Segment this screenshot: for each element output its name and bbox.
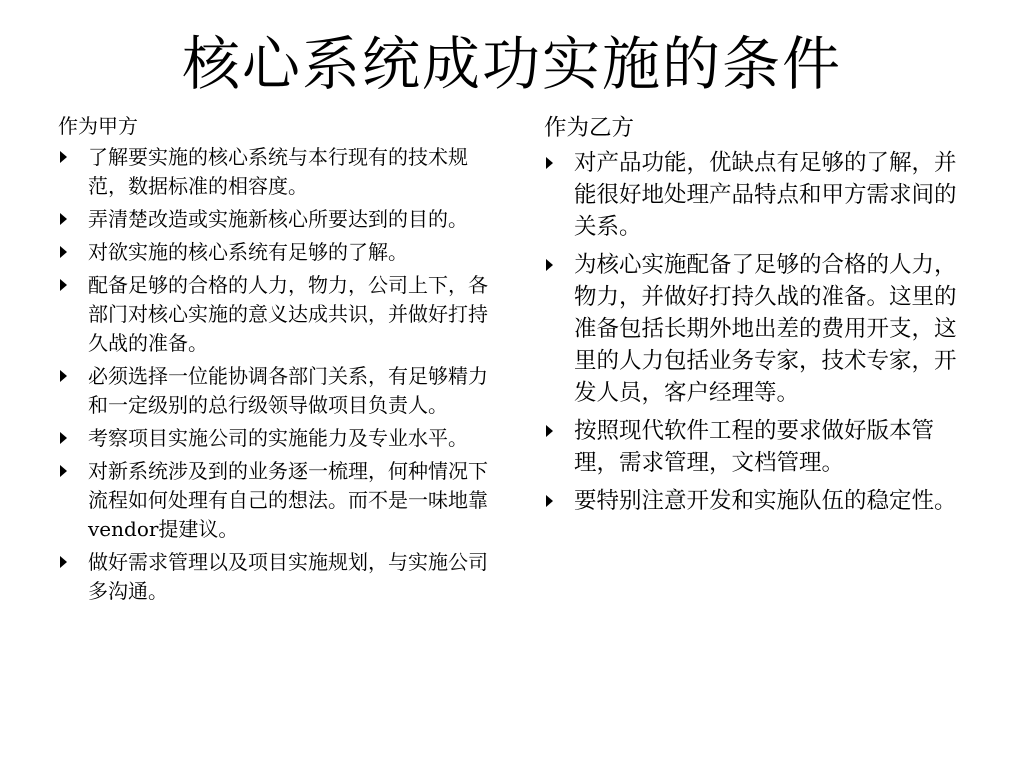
party-b-column [544, 112, 960, 523]
party-b-heading: 作为乙方 [544, 115, 635, 141]
list-item [58, 271, 490, 358]
list-item [58, 548, 490, 606]
list-item [544, 147, 960, 243]
list-item [58, 143, 490, 201]
list-item-text: 做好需求管理以及项目实施规划，与实施公司多沟通。 [88, 550, 488, 603]
triangle-right-icon [60, 246, 67, 258]
party-a-column [58, 112, 490, 610]
party-a-heading: 作为甲方 [58, 114, 138, 138]
triangle-right-icon [60, 370, 67, 382]
triangle-right-icon [60, 432, 67, 444]
list-item [544, 415, 960, 479]
list-item-text: 弄清楚改造或实施新核心所要达到的目的。 [88, 207, 468, 231]
list-item [58, 457, 490, 544]
list-item [544, 485, 960, 517]
list-item-text: 配备足够的合格的人力，物力，公司上下，各部门对核心实施的意义达成共识，并做好打持久战的准备。 [88, 273, 488, 355]
list-item [58, 362, 490, 420]
triangle-right-icon [546, 259, 553, 271]
list-item-text: 按照现代软件工程的要求做好版本管理，需求管理，文档管理。 [574, 418, 935, 476]
list-item-text: 了解要实施的核心系统与本行现有的技术规范，数据标准的相容度。 [88, 145, 468, 198]
list-item-text: 对新系统涉及到的业务逐一梳理，何种情况下流程如何处理有自己的想法。而不是一味地靠vendor提建议。 [88, 459, 488, 541]
list-item [58, 238, 490, 267]
triangle-right-icon [60, 213, 67, 225]
list-item-text: 对欲实施的核心系统有足够的了解。 [88, 240, 408, 264]
triangle-right-icon [60, 556, 67, 568]
triangle-right-icon [60, 465, 67, 477]
party-b-list [544, 147, 960, 517]
list-item-text: 对产品功能，优缺点有足够的了解，并能很好地处理产品特点和甲方需求间的关系。 [574, 150, 957, 240]
triangle-right-icon [60, 151, 67, 163]
party-a-list [58, 143, 490, 606]
triangle-right-icon [546, 425, 553, 437]
list-item-text: 必须选择一位能协调各部门关系，有足够精力和一定级别的总行级领导做项目负责人。 [88, 364, 488, 417]
list-item-text: 考察项目实施公司的实施能力及专业水平。 [88, 426, 468, 450]
list-item [544, 249, 960, 409]
list-item [58, 205, 490, 234]
triangle-right-icon [546, 157, 553, 169]
list-item [58, 424, 490, 453]
triangle-right-icon [60, 279, 67, 291]
triangle-right-icon [546, 495, 553, 507]
list-item-text: 要特别注意开发和实施队伍的稳定性。 [574, 488, 957, 514]
list-item-text: 为核心实施配备了足够的合格的人力，物力，并做好打持久战的准备。这里的准备包括长期外地出差的费用开支，这里的人力包括业务专家，技术专家，开发人员，客户经理等。 [574, 252, 957, 406]
slide-title: 核心系统成功实施的条件 [181, 30, 842, 98]
